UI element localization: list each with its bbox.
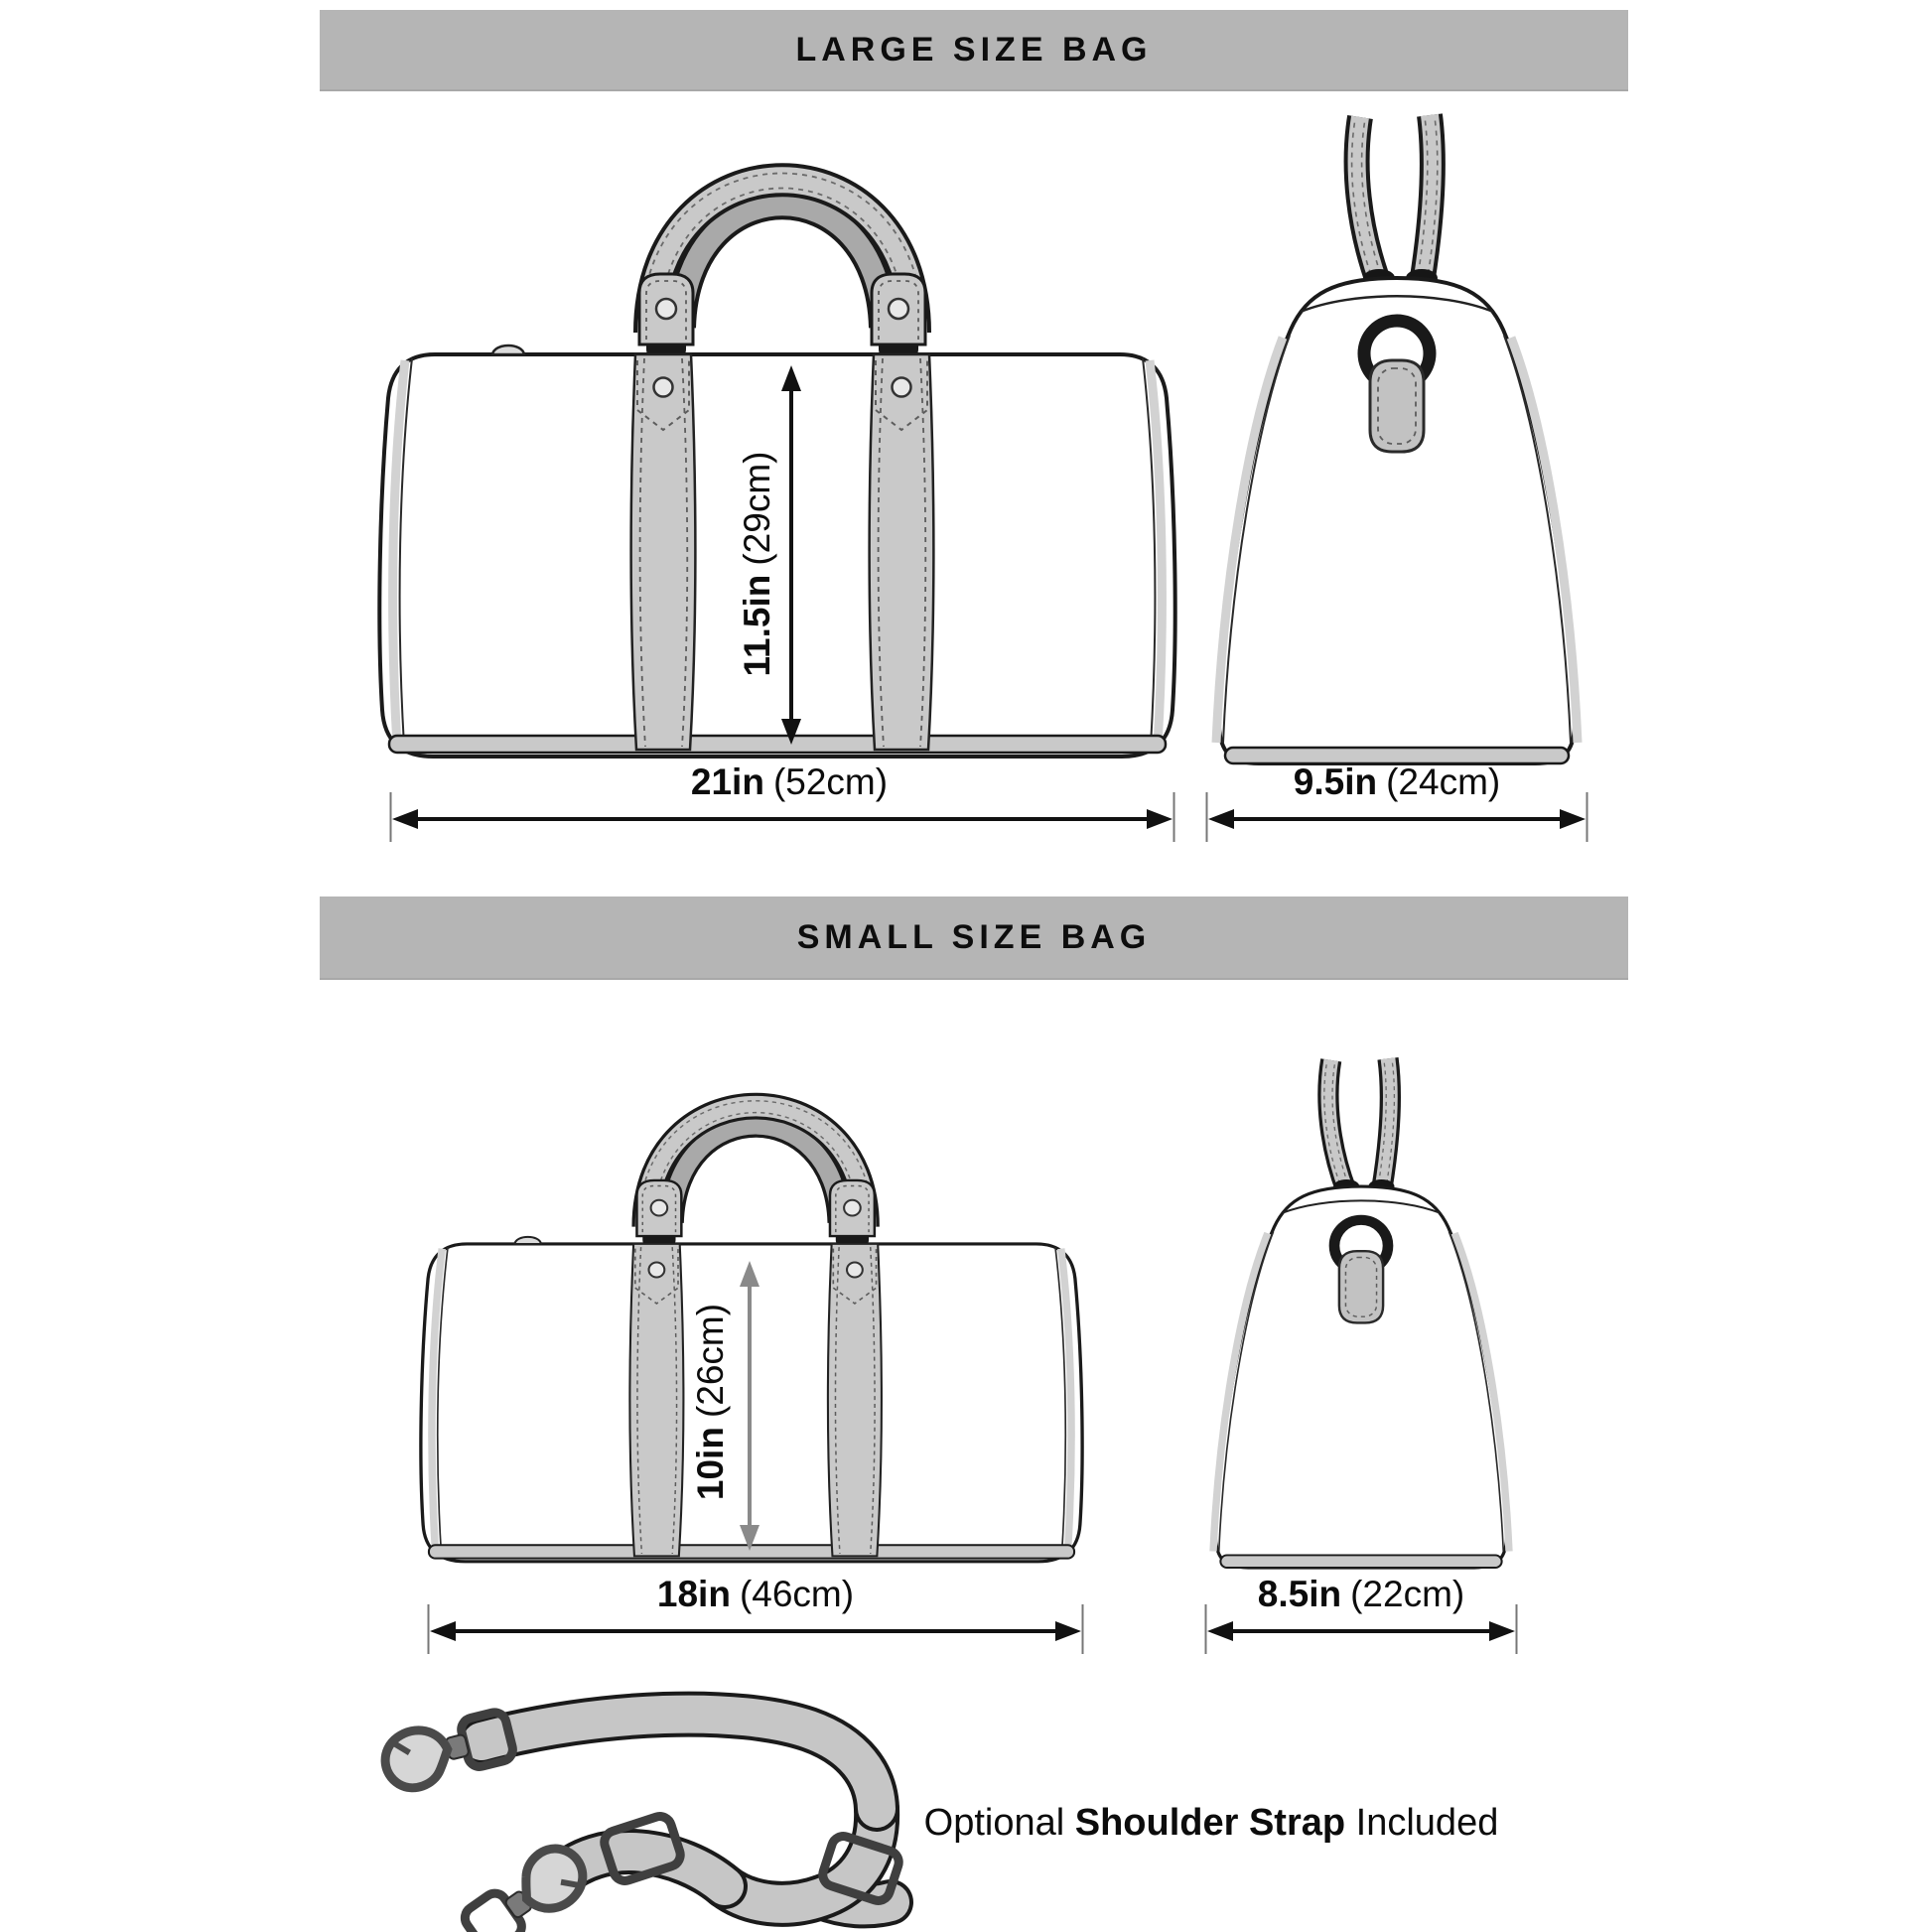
dimension-arrow-small-height <box>728 1259 771 1553</box>
dimension-metric: (52cm) <box>772 761 889 802</box>
section-header-large <box>320 10 1628 91</box>
large-bag-side-view-illustration <box>1183 107 1610 777</box>
dimension-value: 8.5in <box>1257 1574 1342 1614</box>
dimension-arrow-large-depth <box>1205 792 1588 842</box>
dimension-arrow-small-width <box>427 1604 1084 1654</box>
section-header-small <box>320 897 1628 980</box>
shoulder-strap-illustration <box>273 1664 933 1932</box>
strap-note-suffix: Included <box>1345 1801 1499 1844</box>
section-title-small: SMALL SIZE BAG <box>796 917 1152 956</box>
dimension-value: 10in <box>690 1427 731 1501</box>
dimension-metric: (24cm) <box>1386 761 1501 802</box>
section-title-large: LARGE SIZE BAG <box>795 30 1153 69</box>
dimension-label-small-height <box>690 1213 732 1590</box>
dimension-value: 21in <box>690 761 764 802</box>
dimension-label-large-height <box>737 350 778 777</box>
strap-note-bold: Shoulder Strap <box>1074 1801 1346 1844</box>
dimension-metric: (29cm) <box>737 451 777 566</box>
dimension-metric: (46cm) <box>739 1574 855 1614</box>
dimension-value: 11.5in <box>737 574 777 677</box>
strap-note-prefix: Optional <box>923 1801 1075 1844</box>
dimension-metric: (22cm) <box>1350 1574 1465 1614</box>
dimension-metric: (26cm) <box>690 1303 731 1419</box>
dimension-arrow-large-width <box>389 792 1175 842</box>
dimension-arrow-small-depth <box>1204 1604 1518 1654</box>
dimension-value: 9.5in <box>1293 761 1378 802</box>
strap-note <box>913 1799 1509 1847</box>
dimension-value: 18in <box>656 1574 731 1614</box>
small-bag-side-view-illustration <box>1186 1052 1536 1579</box>
